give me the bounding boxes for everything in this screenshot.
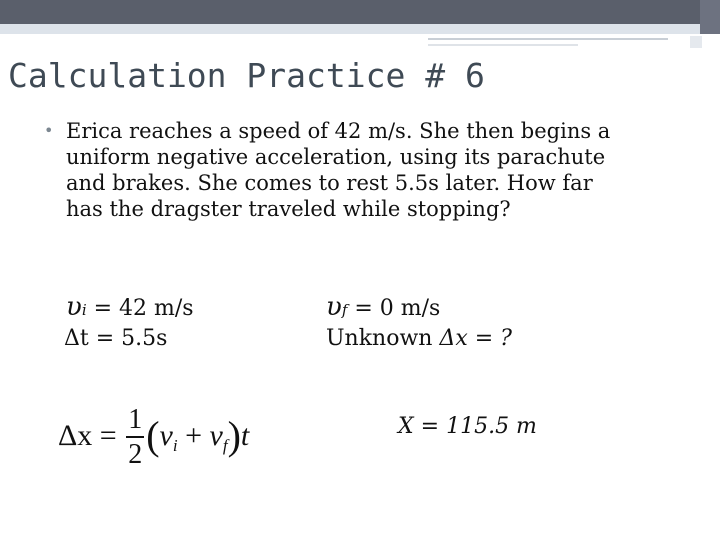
final-velocity-value: = 0 m/s — [347, 296, 441, 321]
initial-subscript: i — [81, 301, 87, 319]
bullet-marker: • — [44, 121, 54, 140]
unknown-displacement — [326, 326, 512, 351]
formula-v-initial: v — [159, 418, 173, 452]
formula-time: t — [240, 418, 250, 452]
slide-title: Calculation Practice # 6 — [8, 56, 485, 95]
displacement-formula — [58, 404, 249, 472]
header-accent-square — [690, 36, 702, 48]
given-final-velocity — [326, 292, 440, 322]
velocity-symbol: υ — [326, 292, 342, 322]
formula-lhs: Δx — [58, 418, 93, 452]
unknown-label: Unknown — [326, 326, 440, 351]
unknown-expression: Δx = ? — [439, 326, 512, 351]
header-accent-line-short — [428, 44, 578, 46]
header-corner-block — [700, 0, 720, 34]
formula-close-paren: ) — [227, 412, 241, 458]
fraction-denominator: 2 — [128, 439, 143, 470]
formula-sub-i: i — [172, 435, 178, 455]
formula-fraction — [126, 404, 144, 472]
header-accent-line — [428, 38, 668, 40]
problem-text: Erica reaches a speed of 42 m/s. She then begins a uniform negative acceleration, using its parachute and brakes. She comes to rest 5.5s later. How far has the dragster traveled while stopping? — [66, 119, 611, 221]
velocity-symbol: υ — [66, 292, 82, 322]
problem-bullet — [44, 118, 614, 222]
header-band-dark — [0, 0, 720, 24]
formula-plus: + — [177, 418, 210, 452]
answer-text: X = 115.5 m — [398, 414, 537, 439]
formula-equals: = — [92, 418, 125, 452]
formula-v-final: v — [209, 418, 223, 452]
formula-sub-f: f — [222, 435, 228, 455]
header-band-light — [0, 24, 720, 34]
formula-open-paren: ( — [146, 412, 160, 458]
given-time: Δt = 5.5s — [64, 326, 168, 351]
initial-velocity-value: = 42 m/s — [86, 296, 194, 321]
fraction-numerator: 1 — [126, 404, 144, 438]
given-initial-velocity — [66, 292, 194, 322]
final-subscript: f — [341, 301, 348, 319]
